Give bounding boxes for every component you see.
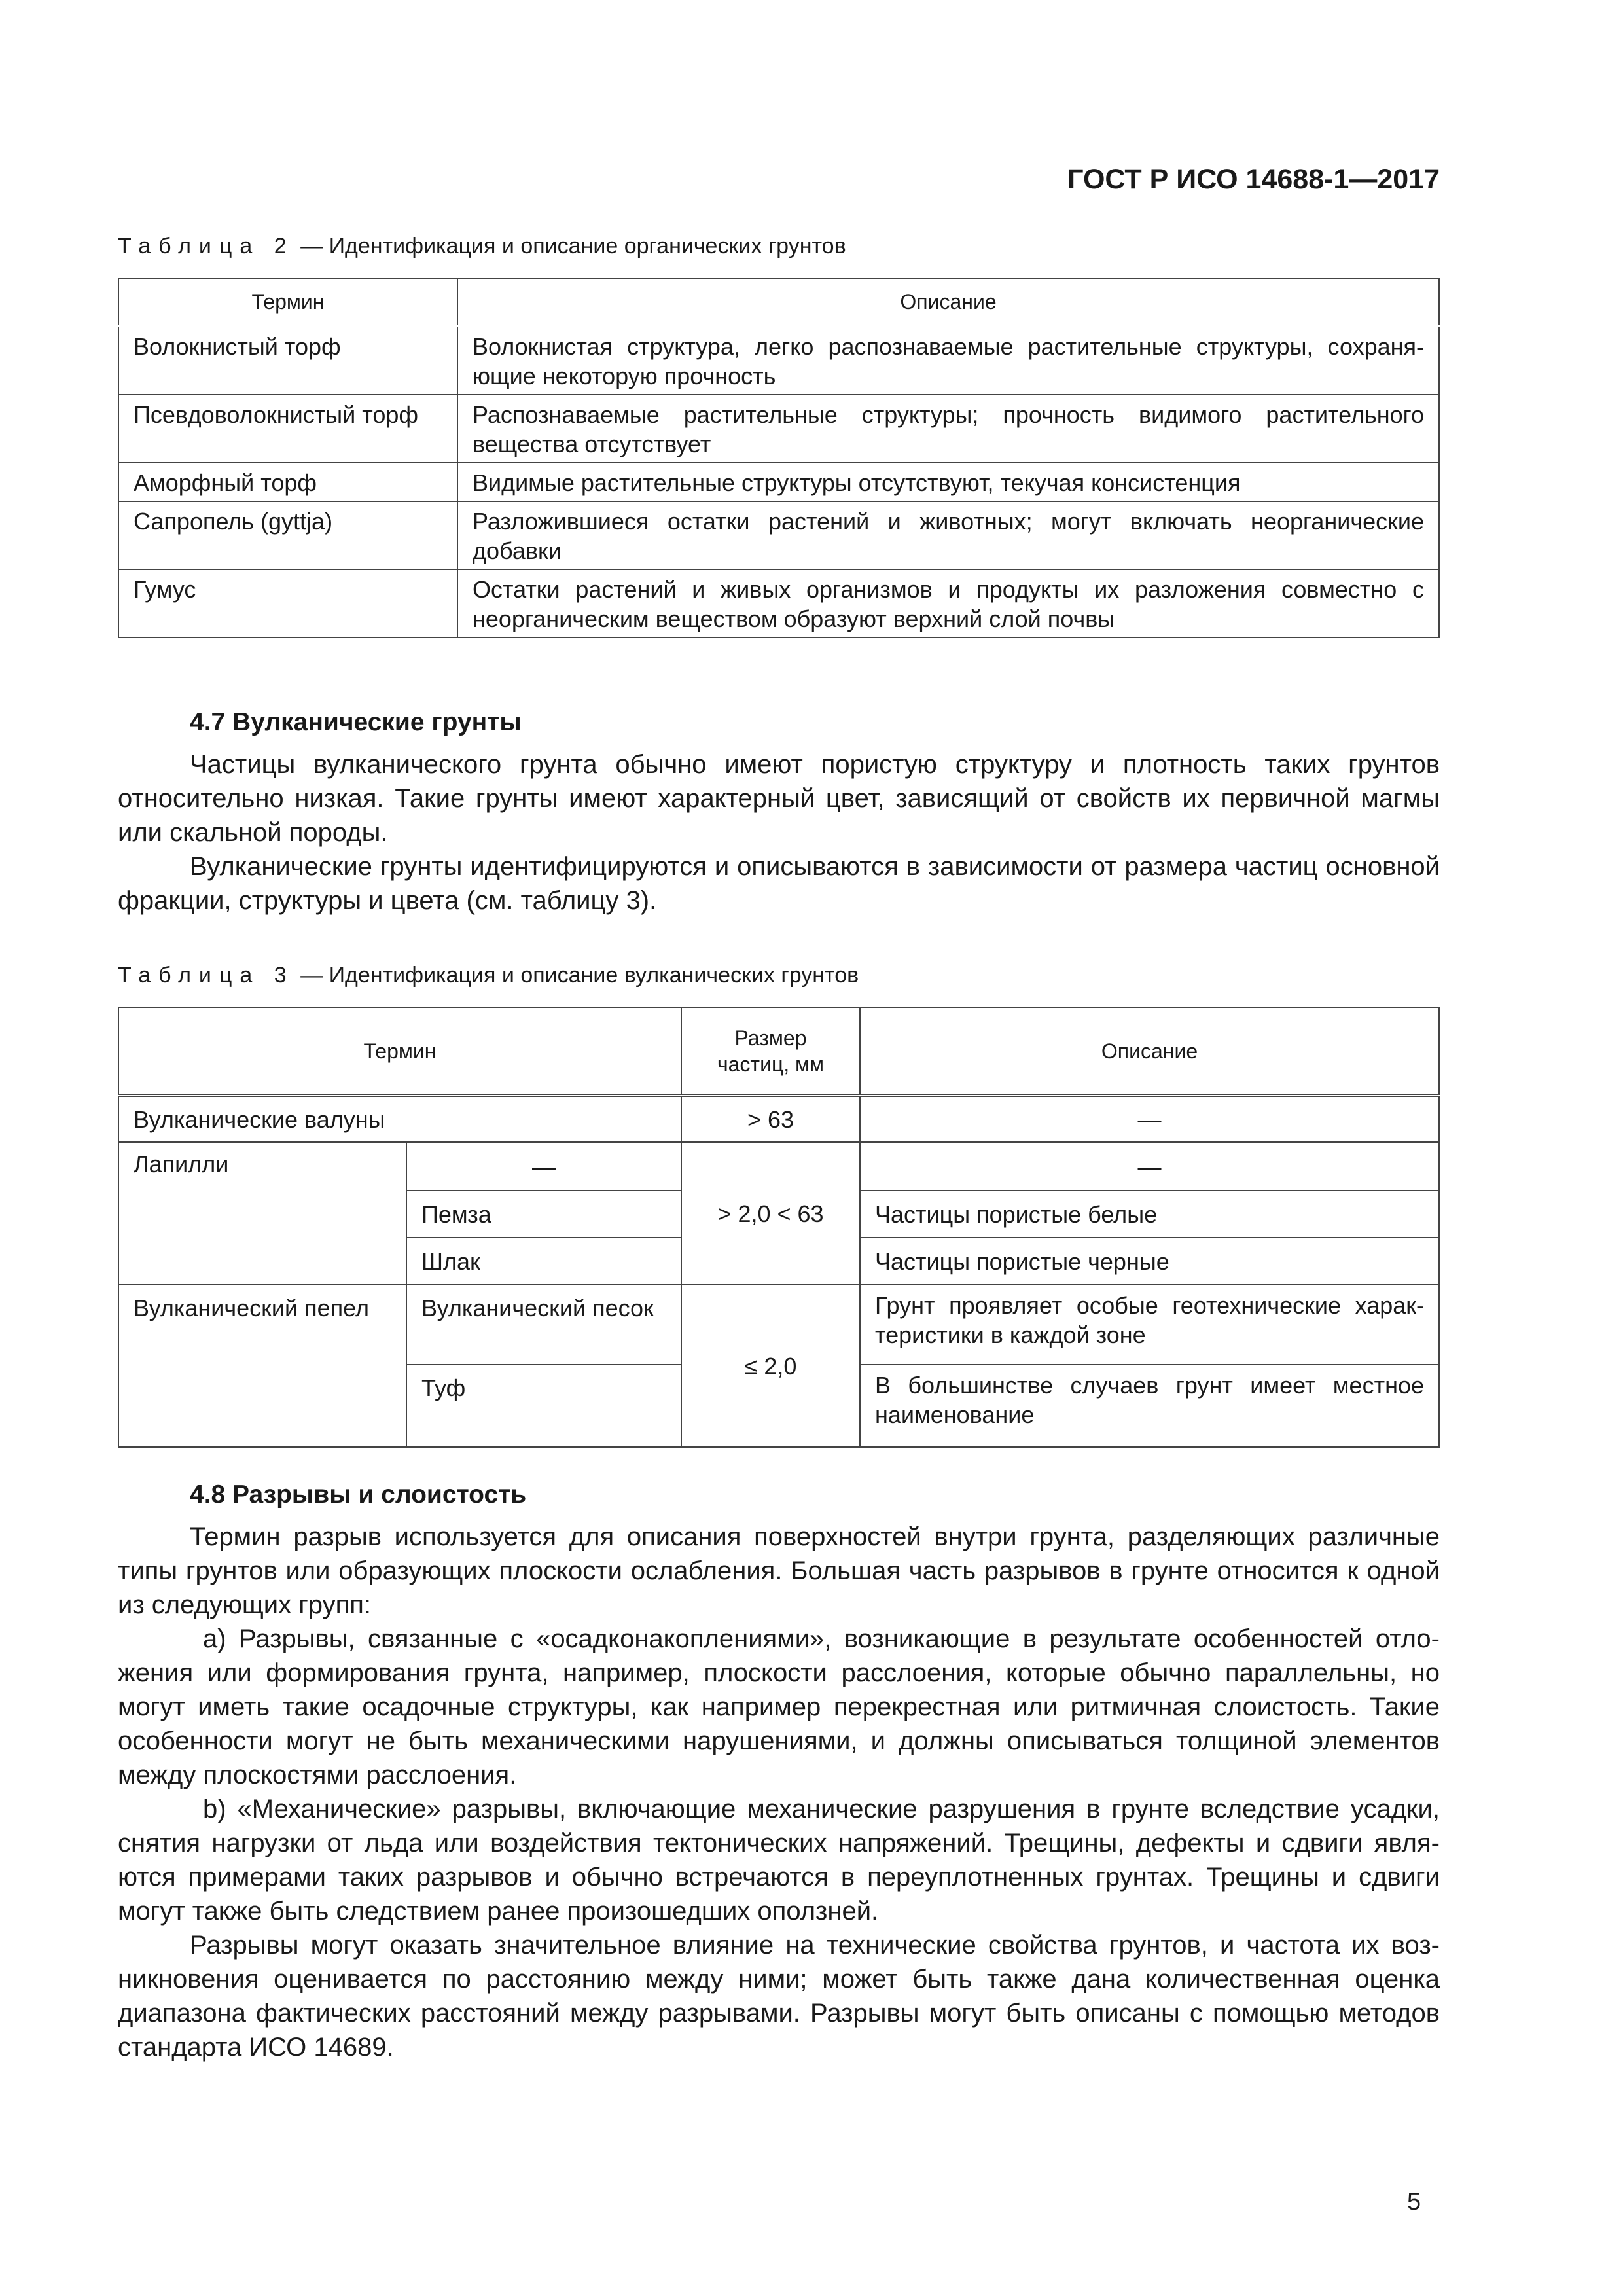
- table-header-row: [118, 1007, 1439, 1096]
- paragraph: Вулканические грунты идентифицируются и описываются в зависимости от размера частиц основной фракции, структуры и цвета (см. таблицу 3).: [118, 852, 1440, 915]
- cell-term: Вулканический пепел: [118, 1285, 406, 1447]
- table-row: [118, 501, 1439, 569]
- table-row: [118, 463, 1439, 501]
- paragraph: Термин разрыв используется для описания поверхностей внутри грунта, разделяющих различные типы грунтов или образующих плоскости ослабления. Большая часть разрывов в грунте относится к одной из следующих групп:: [118, 1522, 1440, 1619]
- section-4-7-body: [118, 747, 1440, 918]
- cell-size: > 63: [681, 1096, 860, 1142]
- cell-term: Сапропель (gyttja): [118, 501, 457, 569]
- paragraph: Разрывы могут оказать значительное влияние на технические свойства грунтов, и частота их воз- никновения оценивается по расстоянию между ними; может быть также дана количественная оценка диапазона фактических расстояний между разрывами. Разрывы могут быть описаны с помощью методов стандарта ИСО 14689.: [118, 1931, 1440, 2062]
- page-number: 5: [1407, 2188, 1421, 2215]
- table-organic-soils: [118, 278, 1440, 638]
- table-row: [118, 326, 1439, 395]
- cell-subterm: Туф: [406, 1365, 681, 1447]
- cell-description: Остатки растений и живых организмов и продукты их разложения совместно с неорганическим веществом образуют верхний слой почвы: [457, 569, 1439, 637]
- cell-description: —: [860, 1142, 1439, 1191]
- table3-caption-text: — Идентификация и описание вулканических грунтов: [294, 963, 859, 988]
- column-header-particle-size: Размер частиц, мм: [681, 1007, 860, 1096]
- table2-caption: [118, 234, 846, 259]
- column-header-description: Описание: [457, 278, 1439, 326]
- table-volcanic-soils: [118, 1007, 1440, 1448]
- table-row: [118, 395, 1439, 463]
- table-header-row: [118, 278, 1439, 326]
- cell-term: Вулканические валуны: [118, 1096, 681, 1142]
- cell-subterm: Шлак: [406, 1238, 681, 1285]
- table3-caption: [118, 963, 859, 988]
- cell-description: Распознаваемые растительные структуры; прочность видимого растительного вещества отсутствует: [457, 395, 1439, 463]
- cell-term: Лапилли: [118, 1142, 406, 1285]
- document-standard-number: ГОСТ Р ИСО 14688-1—2017: [1067, 164, 1440, 195]
- cell-description: Видимые растительные структуры отсутствуют, текучая консистенция: [457, 463, 1439, 501]
- cell-term: Волокнистый торф: [118, 326, 457, 395]
- table2-caption-text: — Идентификация и описание органических грунтов: [294, 234, 846, 259]
- column-header-term: Термин: [118, 1007, 681, 1096]
- paragraph: Частицы вулканического грунта обычно имеют пористую структуру и плотность таких грунтов относительно низкая. Такие грунты имеют характерный цвет, зависящий от свойств их первичной магмы или скальной породы.: [118, 750, 1440, 847]
- cell-subterm: Пемза: [406, 1191, 681, 1238]
- cell-subterm: —: [406, 1142, 681, 1191]
- table-row: [118, 1142, 1439, 1191]
- table-row: [118, 569, 1439, 637]
- column-header-description: Описание: [860, 1007, 1439, 1096]
- cell-subterm: Вулканический песок: [406, 1285, 681, 1365]
- column-header-term: Термин: [118, 278, 457, 326]
- cell-size: > 2,0 < 63: [681, 1142, 860, 1285]
- cell-description: Волокнистая структура, легко распознаваемые растительные структуры, сохраня- ющие некоторую прочность: [457, 326, 1439, 395]
- cell-description: В большинстве случаев грунт имеет местное наименование: [860, 1365, 1439, 1447]
- cell-description: —: [860, 1096, 1439, 1142]
- section-4-8-body: [118, 1520, 1440, 2064]
- cell-description: Частицы пористые черные: [860, 1238, 1439, 1285]
- table2-caption-label: Таблица 2: [118, 234, 294, 259]
- section-heading-4-7: 4.7 Вулканические грунты: [190, 708, 522, 736]
- list-item-b: b) «Механические» разрывы, включающие механические разрушения в грунте вследствие усадки, снятия нагрузки от льда или воздействия тектонических напряжений. Трещины, дефекты и сдвиги явля- ются примерами таких разрывов и обычно встречаются в переуплотненных грунтах. Трещины и сдвиги могут также быть следствием ранее произошедших оползней.: [118, 1795, 1440, 1926]
- list-item-a: a) Разрывы, связанные с «осадконакоплениями», возникающие в результате особенностей отло- жения или формирования грунта, например, плоскости расслоения, которые обычно параллельны, но могут иметь такие осадочные структуры, как например перекрестная или ритмичная слоистость. Такие особенности могут не быть механическими нарушениями, и должны описываться толщиной элементов между плоскостями расслоения.: [118, 1624, 1440, 1789]
- table-row: [118, 1096, 1439, 1142]
- cell-description: Грунт проявляет особые геотехнические харак- теристики в каждой зоне: [860, 1285, 1439, 1365]
- cell-term: Гумус: [118, 569, 457, 637]
- section-heading-4-8: 4.8 Разрывы и слоистость: [190, 1480, 527, 1509]
- cell-description: Разложившиеся остатки растений и животных; могут включать неорганические добавки: [457, 501, 1439, 569]
- cell-size: ≤ 2,0: [681, 1285, 860, 1447]
- cell-description: Частицы пористые белые: [860, 1191, 1439, 1238]
- cell-term: Аморфный торф: [118, 463, 457, 501]
- table3-caption-label: Таблица 3: [118, 963, 294, 988]
- table-row: [118, 1285, 1439, 1365]
- cell-term: Псевдоволокнистый торф: [118, 395, 457, 463]
